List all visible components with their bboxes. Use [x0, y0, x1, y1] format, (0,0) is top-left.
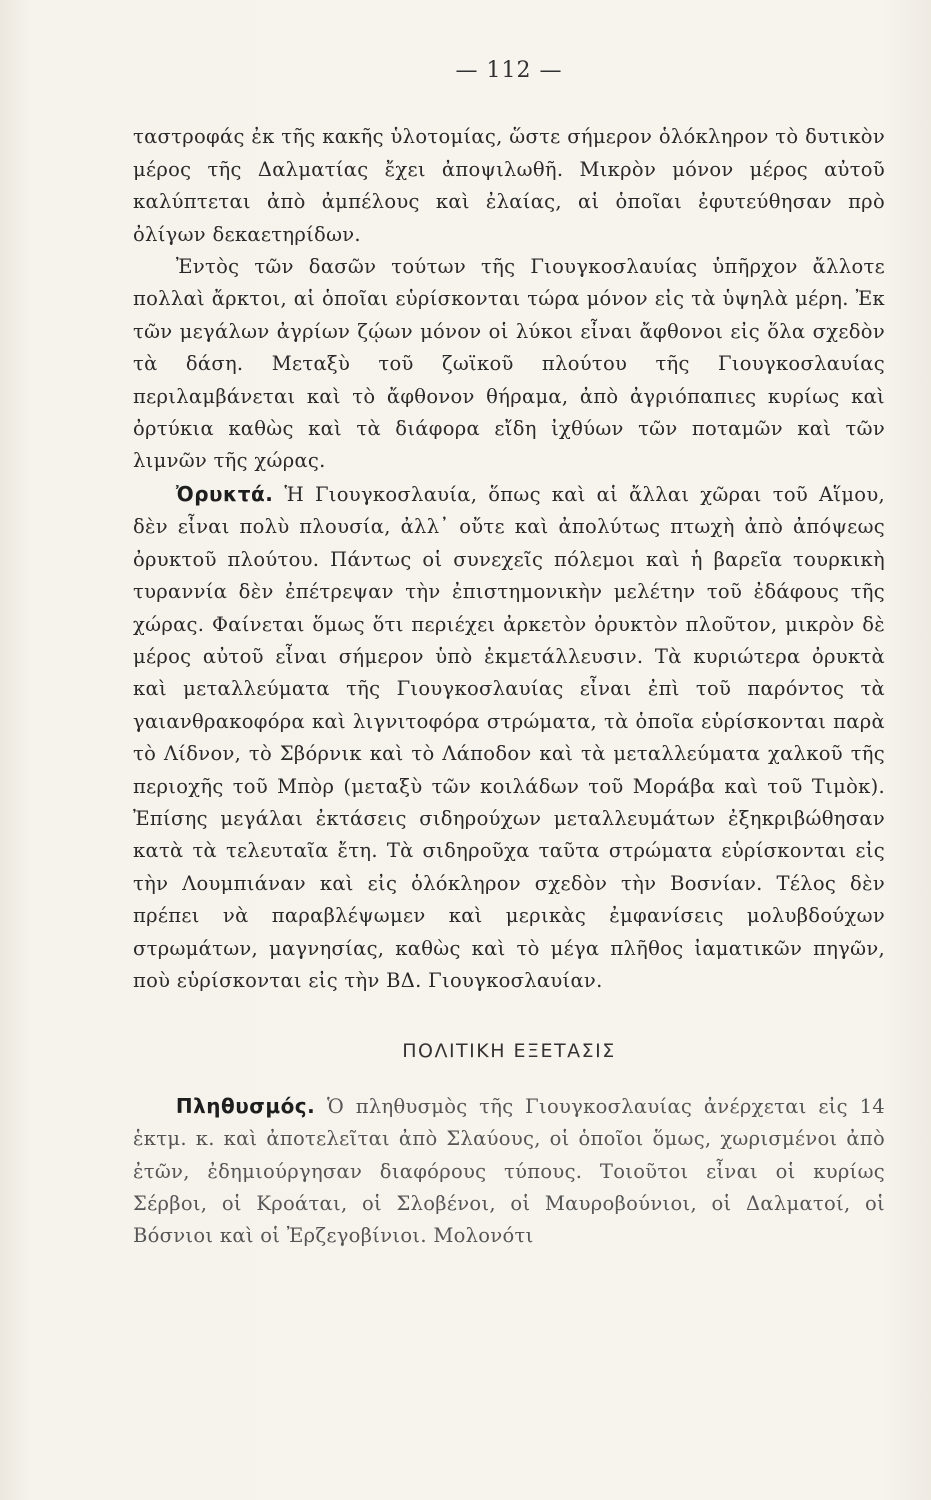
- section-heading: ΠΟΛΙΤΙΚΗ ΕΞΕΤΑΣΙΣ: [402, 1040, 616, 1063]
- page-number: — 112 —: [455, 58, 563, 83]
- paragraph-fauna: Ἐντὸς τῶν δασῶν τούτων τῆς Γιουγκοσλαυίας ὑπῆρχον ἄλλοτε πολλαὶ ἄρκτοι, αἱ ὁποῖαι εὑρίσκονται τώρα μόνον εἰς τὰ ὑψηλὰ μέρη. Ἐκ τῶν μεγάλων ἀγρίων ζῴων μόνον οἱ λύκοι εἶναι ἄφθονοι εἰς ὅλα σχεδὸν τὰ δάση. Μεταξὺ τοῦ ζωϊκοῦ πλούτου τῆς Γιουγκοσλαυίας περιλαμβάνεται καὶ τὸ ἄφθονον θήραμα, ἀπὸ ἀγριόπαπιες κυρίως καὶ ὀρτύκια καθὼς καὶ τὰ διάφορα εἴδη ἰχθύων τῶν ποταμῶν καὶ τῶν λιμνῶν τῆς χώρας.: [133, 255, 885, 473]
- paragraph-population-body: Ὁ πληθυσμὸς τῆς Γιουγκοσλαυίας ἀνέρχεται εἰς 14 ἑκτμ. κ. καὶ ἀποτελεῖται ἀπὸ Σλαύους, οἱ ὁποῖοι ὅμως, χωρισμένοι ἀπὸ ἐτῶν, ἐδημιούργησαν διαφόρους τύπους. Τοιοῦτοι εἶναι οἱ κυρίως Σέρβοι, οἱ Κροάται, οἱ Σλοβένοι, οἱ Μαυροβούνιοι, οἱ Δαλματοί, οἱ Βόσνιοι καὶ οἱ Ἐρζεγοβίνιοι. Μολονότι: [133, 1094, 885, 1248]
- paragraph-population: [133, 1090, 885, 1253]
- paragraph-minerals: [133, 478, 885, 998]
- paragraph-minerals-body: Ἡ Γιουγκοσλαυία, ὅπως καὶ αἱ ἄλλαι χῶραι τοῦ Αἵμου, δὲν εἶναι πολὺ πλουσία, ἀλλ᾽ οὔτε καὶ ἀπολύτως πτωχὴ ἀπὸ ἀπόψεως ὀρυκτοῦ πλούτου. Πάντως οἱ συνεχεῖς πόλεμοι καὶ ἡ βαρεῖα τουρκικὴ τυραννία δὲν ἐπέτρεψαν τὴν ἐπιστημονικὴν μελέτην τοῦ ἐδάφους τῆς χώρας. Φαίνεται ὅμως ὅτι περιέχει ἀρκετὸν ὀρυκτὸν πλοῦτον, μικρὸν δὲ μέρος αὐτοῦ εἶναι σήμερον ὑπὸ ἐκμετάλλευσιν. Τὰ κυριώτερα ὀρυκτὰ καὶ μεταλλεύματα τῆς Γιουγκοσλαυίας εἶναι ἐπὶ τοῦ παρόντος τὰ γαιανθρακοφόρα καὶ λιγνιτοφόρα στρώματα, τὰ ὁποῖα εὑρίσκονται παρὰ τὸ Λίδνον, τὸ Σβόρνικ καὶ τὸ Λάποδον καὶ τὰ μεταλλεύματα χαλκοῦ τῆς περιοχῆς τοῦ Μπὸρ (μεταξὺ τῶν κοιλάδων τοῦ Μοράβα καὶ τοῦ Τιμὸκ). Ἐπίσης μεγάλαι ἐκτάσεις σιδηρούχων μεταλλευμάτων ἐξηκριβώθησαν κατὰ τὰ τελευταῖα ἔτη. Τὰ σιδηροῦχα ταῦτα στρώματα εὑρίσκονται εἰς τὴν Λουμπιάναν καὶ εἰς ὁλόκληρον σχεδὸν τὴν Βοσνίαν. Τέλος δὲν πρέπει νὰ παραβλέψωμεν καὶ μερικὰς ἐμφανίσεις μολυβδούχων στρωμάτων, μαγνησίας, καθὼς καὶ τὸ μέγα πλῆθος ἰαματικῶν πηγῶν, ποὺ εὑρίσκονται εἰς τὴν ΒΔ. Γιουγκοσλαυίαν.: [133, 482, 885, 992]
- run-in-heading-population: Πληθυσμός.: [175, 1093, 316, 1118]
- run-in-heading-minerals: Ὀρυκτά.: [175, 481, 274, 506]
- text-column: [133, 55, 885, 1253]
- paragraph-deforestation: ταστροφάς ἐκ τῆς κακῆς ὑλοτομίας, ὥστε σήμερον ὁλόκληρον τὸ δυτικὸν μέρος τῆς Δαλματίας ἔχει ἀποψιλωθῆ. Μικρὸν μόνον μέρος αὐτοῦ καλύπτεται ἀπὸ ἀμπέλους καὶ ἐλαίας, αἱ ὁποῖαι ἐφυτεύθησαν πρὸ ὀλίγων δεκαετηρίδων.: [133, 125, 885, 246]
